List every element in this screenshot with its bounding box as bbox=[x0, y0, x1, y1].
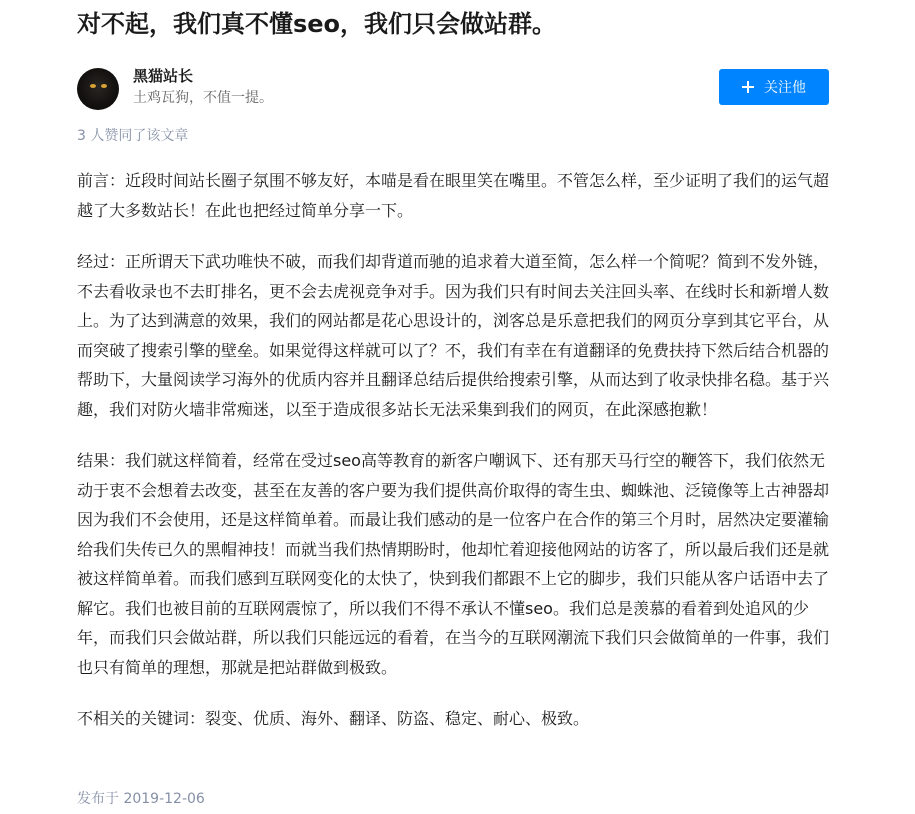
paragraph-keywords: 不相关的关键词：裂变、优质、海外、翻译、防盗、稳定、耐心、极致。 bbox=[77, 709, 590, 728]
article-content bbox=[77, 166, 829, 734]
avatar[interactable] bbox=[77, 68, 119, 110]
author-info bbox=[77, 66, 829, 110]
author-bio: 土鸡瓦狗，不值一提。 bbox=[133, 90, 273, 106]
publish-date: 发布于 2019-12-06 bbox=[77, 791, 205, 807]
paragraph-process: 经过：正所谓天下武功唯快不破，而我们却背道而驰的追求着大道至简，怎么样一个简呢？简到不发外链，不去看收录也不去盯排名，更不会去虎视竞争对手。因为我们只有时间去关注回头率、在线时长和新增人数上。为了达到满意的效果，我们的网站都是花心思设计的，浏客总是乐意把我们的网页分享到其它平台，从而突破了搜索引擎的壁垒。如果觉得这样就可以了？不，我们有幸在有道翻译的免费扶持下然后结合机器的帮助下，大量阅读学习海外的优质内容并且翻译总结后提供给搜索引擎，从而达到了收录快排名稳。基于兴趣，我们对防火墙非常痴迷，以至于造成很多站长无法采集到我们的网页，在此深感抱歉！ bbox=[77, 252, 830, 419]
plus-icon bbox=[742, 81, 754, 93]
avatar-eye-icon bbox=[101, 84, 107, 88]
paragraph-preface: 前言：近段时间站长圈子氛围不够友好，本喵是看在眼里笑在嘴里。不管怎么样，至少证明了我们的运气超越了大多数站长！在此也把经过简单分享一下。 bbox=[77, 171, 830, 220]
avatar-eye-icon bbox=[90, 84, 96, 88]
likes-count[interactable]: 3 人赞同了该文章 bbox=[77, 128, 189, 144]
follow-button-label: 关注他 bbox=[764, 80, 806, 96]
author-name[interactable]: 黑猫站长 bbox=[133, 67, 194, 85]
follow-button[interactable] bbox=[719, 69, 829, 105]
paragraph-result: 结果：我们就这样简着，经常在受过seo高等教育的新客户嘲讽下、还有那天马行空的鞭答下，我们依然无动于衷不会想着去改变，甚至在友善的客户要为我们提供高价取得的寄生虫、蜘蛛池、泛镜像等上古神器却因为我们不会使用，还是这样简单着。而最让我们感动的是一位客户在合作的第三个月时，居然决定要灌输给我们失传已久的黑帽神技！而就当我们热情期盼时，他却忙着迎接他网站的访客了，所以最后我们还是就被这样简单着。而我们感到互联网变化的太快了，快到我们都跟不上它的脚步，我们只能从客户话语中去了解它。我们也被目前的互联网震惊了，所以我们不得不承认不懂seo。我们总是羡慕的看着到处追风的少年，而我们只会做站群，所以我们只能远远的看着，在当今的互联网潮流下我们只会做简单的一件事，我们也只有简单的理想，那就是把站群做到极致。 bbox=[77, 451, 830, 677]
article-title: 对不起，我们真不懂seo，我们只会做站群。 bbox=[77, 10, 557, 38]
